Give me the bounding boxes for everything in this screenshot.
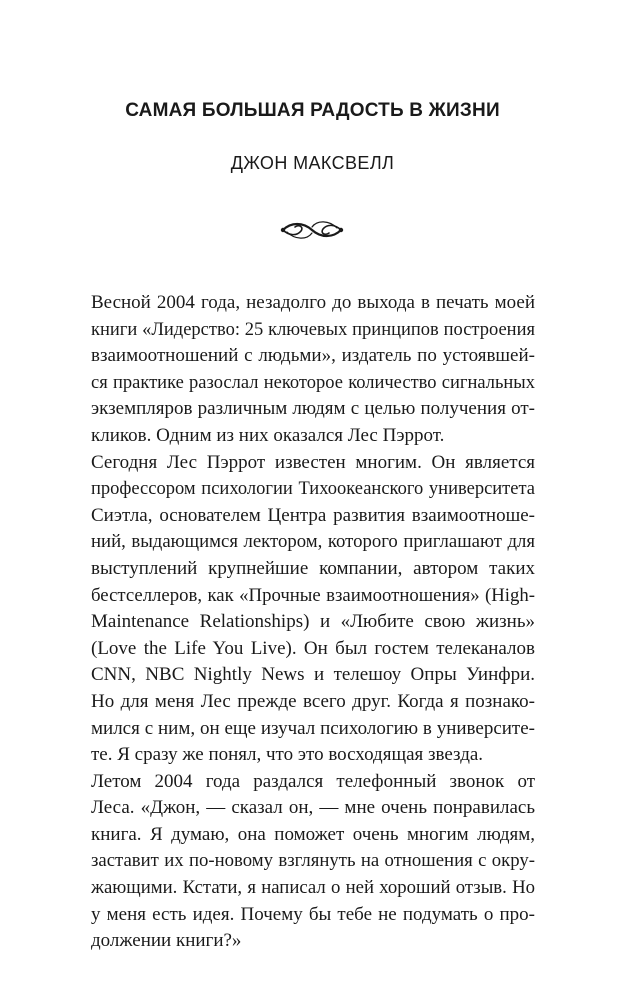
author-name: ДЖОН МАКСВЕЛЛ [230,153,395,173]
paragraph [91,450,535,769]
text-line: должении книги?» [91,930,242,952]
text-line: у меня есть идея. Почему бы тебе не подумать о про- [91,903,535,925]
text-line: те. Я сразу же понял, что это восходящая звезда. [91,744,484,766]
chapter-title: САМАЯ БОЛЬШАЯ РАДОСТЬ В ЖИЗНИ [125,100,500,121]
text-line: экземпляров различным людям с целью получения от- [91,398,535,420]
text-line: Весной 2004 года, незадолго до выхода в печать моей [91,292,535,313]
ornament-flourish-icon [277,216,347,246]
body-text [91,290,535,955]
text-line: Леса. «Джон, — сказал он, — мне очень понравилась [91,797,535,819]
text-line: ний, выдающимся лектором, которого приглашают для [91,531,535,553]
text-line: ся практике разослал некоторое количество сигнальных [91,372,535,393]
text-line: (Love the Life You Live). Он был гостем телеканалов [91,637,535,659]
text-line: мился с ним, он еще изучал психологию в университе- [91,717,535,739]
text-line: жающими. Кстати, я написал о ней хороший отзыв. Но [91,877,535,899]
text-line: профессором психологии Тихоокеанского университета [91,479,535,500]
text-line: Сегодня Лес Пэррот известен многим. Он является [91,451,535,473]
text-line: выступлений крупнейшие компании, автором таких [91,557,535,579]
text-line: CNN, NBC Nightly News и телешоу Опры Уинфри. [91,664,535,686]
text-line: взаимоотношений с людьми», издатель по устоявшей- [91,345,535,367]
text-line: заставит их по-новому взглянуть на отношения с окру- [91,850,535,872]
text-line: Летом 2004 года раздался телефонный звонок от [91,770,535,792]
text-line: Сиэтла, основателем Центра развития взаимоотноше- [91,504,535,526]
text-line: Maintenance Relationships) и «Любите свою жизнь» [91,611,535,633]
text-line: бестселлеров, как «Прочные взаимоотношения» (High- [91,584,535,606]
text-line: книги «Лидерство: 25 ключевых принципов построения [91,319,535,340]
paragraph [91,290,535,450]
paragraph [91,769,535,955]
text-line: Но для меня Лес прежде всего друг. Когда я познако- [91,690,535,712]
text-line: кликов. Одним из них оказался Лес Пэррот. [91,424,445,446]
text-line: книга. Я думаю, она поможет очень многим людям, [91,823,535,845]
